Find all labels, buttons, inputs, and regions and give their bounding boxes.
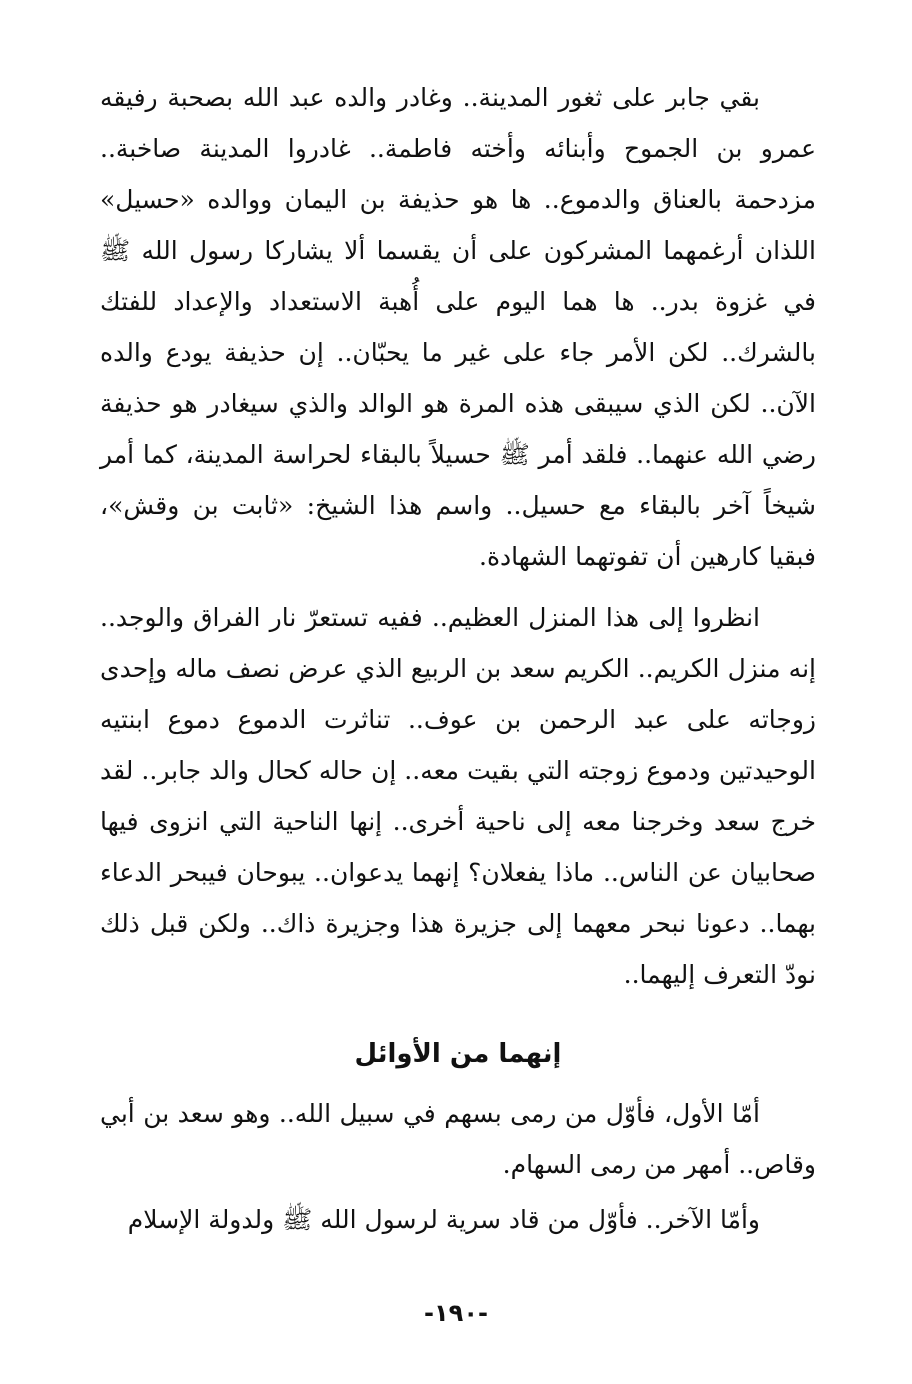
paragraph-saad-house: انظروا إلى هذا المنزل العظيم.. ففيه تستعرّ نار الفراق والوجد.. إنه منزل الكريم.. الكريم سعد بن الربيع الذي عرض نصف ماله وإحدى زوجاته على عبد الرحمن بن عوف.. تناثرت الدموع دموع ابنتيه الوحيدتين ودموع زوجته التي بقيت معه.. إن حاله كحال والد جابر.. لقد خرج سعد وخرجنا معه إلى ناحية أخرى.. إنها الناحية التي انزوى فيها صحابيان عن الناس.. ماذا يفعلان؟ إنهما يدعوان.. يبوحان فيبحر الدعاء بهما.. دعونا نبحر معهما إلى جزيرة هذا وجزيرة ذاك.. ولكن قبل ذلك نودّ التعرف إليهما.. xyxy=(100,603,816,989)
paragraph-second-companion: وأمّا الآخر.. فأوّل من قاد سرية لرسول الله ﷺ ولدولة الإسلام xyxy=(127,1205,760,1234)
section-title: إنهما من الأوائل xyxy=(354,1039,562,1069)
page-number: -١٩٠- xyxy=(424,1299,488,1327)
paragraph-jabir: بقي جابر على ثغور المدينة.. وغادر والده عبد الله بصحبة رفيقه عمرو بن الجموح وأبنائه وأخته فاطمة.. غادروا المدينة صاخبة.. مزدحمة بالعناق والدموع.. ها هو حذيفة بن اليمان ووالده «حسيل» اللذان أرغمهما المشركون على أن يقسما ألا يشاركا رسول الله ﷺ في غزوة بدر.. ها هما اليوم على أُهبة الاستعداد والإعداد للفتك بالشرك.. لكن الأمر جاء على غير ما يحبّان.. إن حذيفة يودع والده الآن.. لكن الذي سيبقى هذه المرة هو الوالد والذي سيغادر هو حذيفة رضي الله عنهما.. فلقد أمر ﷺ حسيلاً بالبقاء لحراسة المدينة، كما أمر شيخاً آخر بالبقاء مع حسيل.. واسم هذا الشيخ: «ثابت بن وقش»، فبقيا كارهين أن تفوتهما الشهادة. xyxy=(100,83,816,571)
paragraph-first-companion: أمّا الأول، فأوّل من رمى بسهم في سبيل الله.. وهو سعد بن أبي وقاص.. أمهر من رمى السهام. xyxy=(100,1099,816,1179)
page-body xyxy=(100,72,816,1245)
